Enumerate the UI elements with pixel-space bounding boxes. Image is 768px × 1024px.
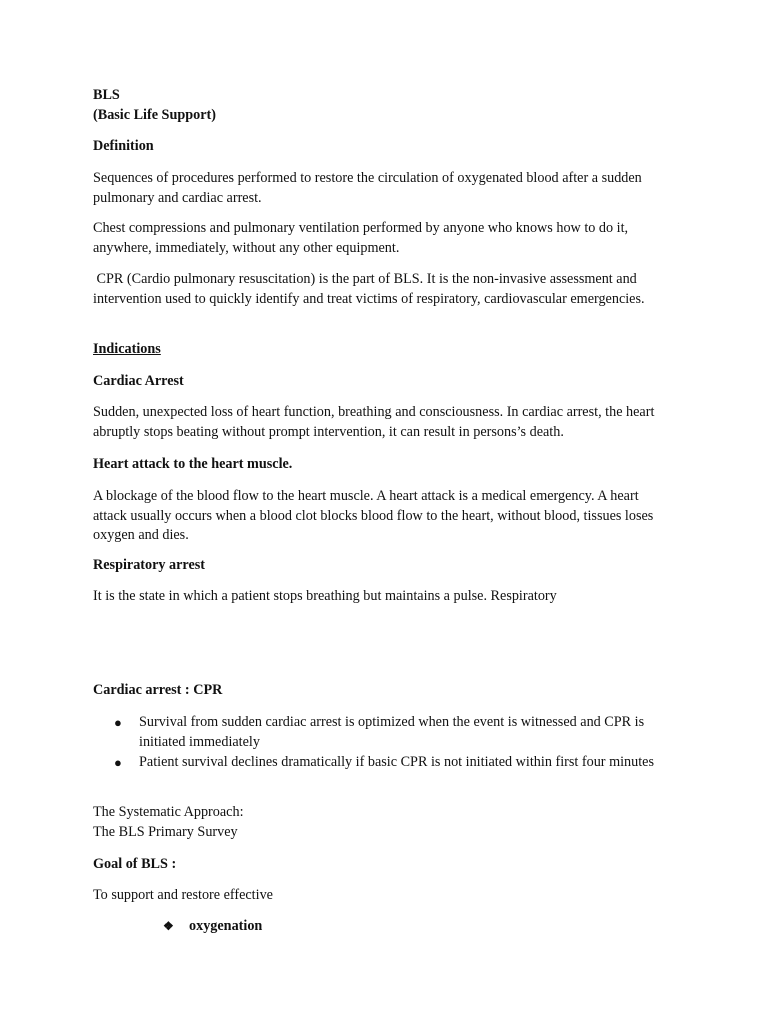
definition-heading: Definition	[93, 138, 154, 154]
diamond-bullet-icon: ❖	[163, 919, 174, 933]
indications-heading: Indications	[93, 341, 161, 357]
goal-text: To support and restore effective	[93, 887, 273, 903]
list-item	[93, 713, 673, 752]
goal-list-item	[163, 917, 262, 937]
cpr-heading: Cardiac arrest : CPR	[93, 682, 223, 698]
cardiac-arrest-heading: Cardiac Arrest	[93, 373, 184, 389]
systematic-approach-line: The Systematic Approach:	[93, 804, 244, 820]
definition-paragraph-2: Chest compressions and pulmonary ventilation performed by anyone who knows how to do it, anywhere, immediately, without any other equipment.	[93, 220, 629, 256]
respiratory-arrest-heading: Respiratory arrest	[93, 557, 206, 573]
respiratory-arrest-text: It is the state in which a patient stops breathing but maintains a pulse. Respiratory	[93, 588, 557, 604]
goal-heading: Goal of BLS :	[93, 856, 177, 872]
bullet-dot-icon: ●	[114, 715, 122, 730]
bullet-dot-icon: ●	[114, 755, 122, 770]
list-item	[93, 753, 673, 773]
cardiac-arrest-text: Sudden, unexpected loss of heart function, breathing and consciousness. In cardiac arrest, the heart abruptly stops beating without prompt intervention, it can result in persons’s death.	[93, 404, 655, 440]
bullet-text: Survival from sudden cardiac arrest is optimized when the event is witnessed and CPR is initiated immediately	[139, 714, 645, 750]
heart-attack-text: A blockage of the blood flow to the heart muscle. A heart attack is a medical emergency. A heart attack usually occurs when a blood clot blocks blood flow to the heart, without blood, tissues loses oxygen and dies.	[93, 488, 654, 543]
doc-title: BLS	[93, 87, 120, 103]
doc-subtitle: (Basic Life Support)	[93, 107, 216, 123]
primary-survey-line: The BLS Primary Survey	[93, 824, 238, 840]
bullet-text: Patient survival declines dramatically if basic CPR is not initiated within first four minutes	[139, 754, 654, 770]
definition-paragraph-1: Sequences of procedures performed to restore the circulation of oxygenated blood after a sudden pulmonary and cardiac arrest.	[93, 170, 642, 206]
definition-paragraph-3: CPR (Cardio pulmonary resuscitation) is the part of BLS. It is the non-invasive assessment and intervention used to quickly identify and treat victims of respiratory, cardiovascular emergencies.	[93, 271, 645, 307]
cpr-bullet-list	[93, 713, 673, 774]
heart-attack-heading: Heart attack to the heart muscle.	[93, 456, 293, 472]
goal-item-label: oxygenation	[189, 918, 263, 934]
